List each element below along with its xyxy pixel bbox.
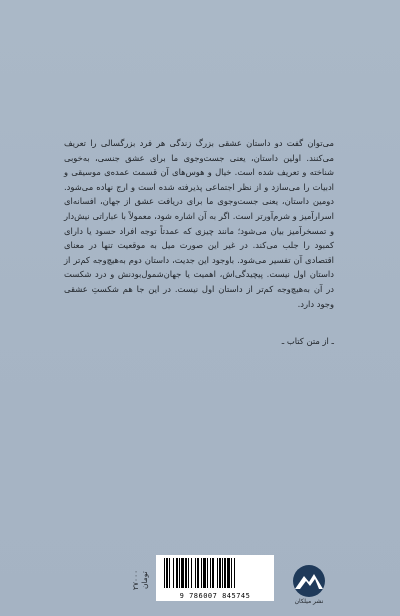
isbn-number: 9 786007 845745 <box>179 592 251 600</box>
book-blurb <box>64 136 334 311</box>
blurb-attribution: ـ از متن کتاب ـ <box>281 336 334 346</box>
barcode-bars <box>162 558 268 590</box>
blurb-text: می‌توان گفت دو داستان عشقی بزرگ زندگی هر فرد بزرگسالی را تعریف می‌کنند. اولین داستان، یعنی جست‌وجوی ما برای عشق جنسی، به‌خوبی شناخته و تعریف شده است. خیال و هوس‌های آن قسمت عمده‌ی موسیقی و ادبیات را می‌سازد و از نظر اجتماعی پذیرفته شده است و ارج نهاده می‌شود. دومین داستان، یعنی جست‌وجوی ما برای دریافت عشق از جهان، افسانه‌ای اسرارآمیز و شرم‌آورتر است. اگر به آن اشاره شود، معمولاً با عباراتی نیش‌دار و تمسخرآمیز بیان می‌شود؛ مانند چیزی که عمدتاً توجه افراد حسود یا دارای کمبود را جلب می‌کند. در غیر این صورت میل به موقعیت تنها در معنای اقتصادی آن تفسیر می‌شود. باوجود این جدیت، داستان دوم به‌هیچ‌وجه کم‌تر از داستان اول نیست. پیچیدگی‌اش، اهمیت یا جهان‌شمول‌بودنش و درد شکست در آن به‌هیچ‌وجه کم‌تر از داستان اول نیست. در این جا هم شکستِ عشقی وجود دارد. <box>64 138 334 309</box>
isbn-barcode <box>156 555 274 601</box>
publisher-name: نشر میلکان <box>294 598 324 605</box>
publisher-logo-icon <box>288 563 330 603</box>
price-label: ۲۷۰۰۰ تومان <box>131 569 149 591</box>
